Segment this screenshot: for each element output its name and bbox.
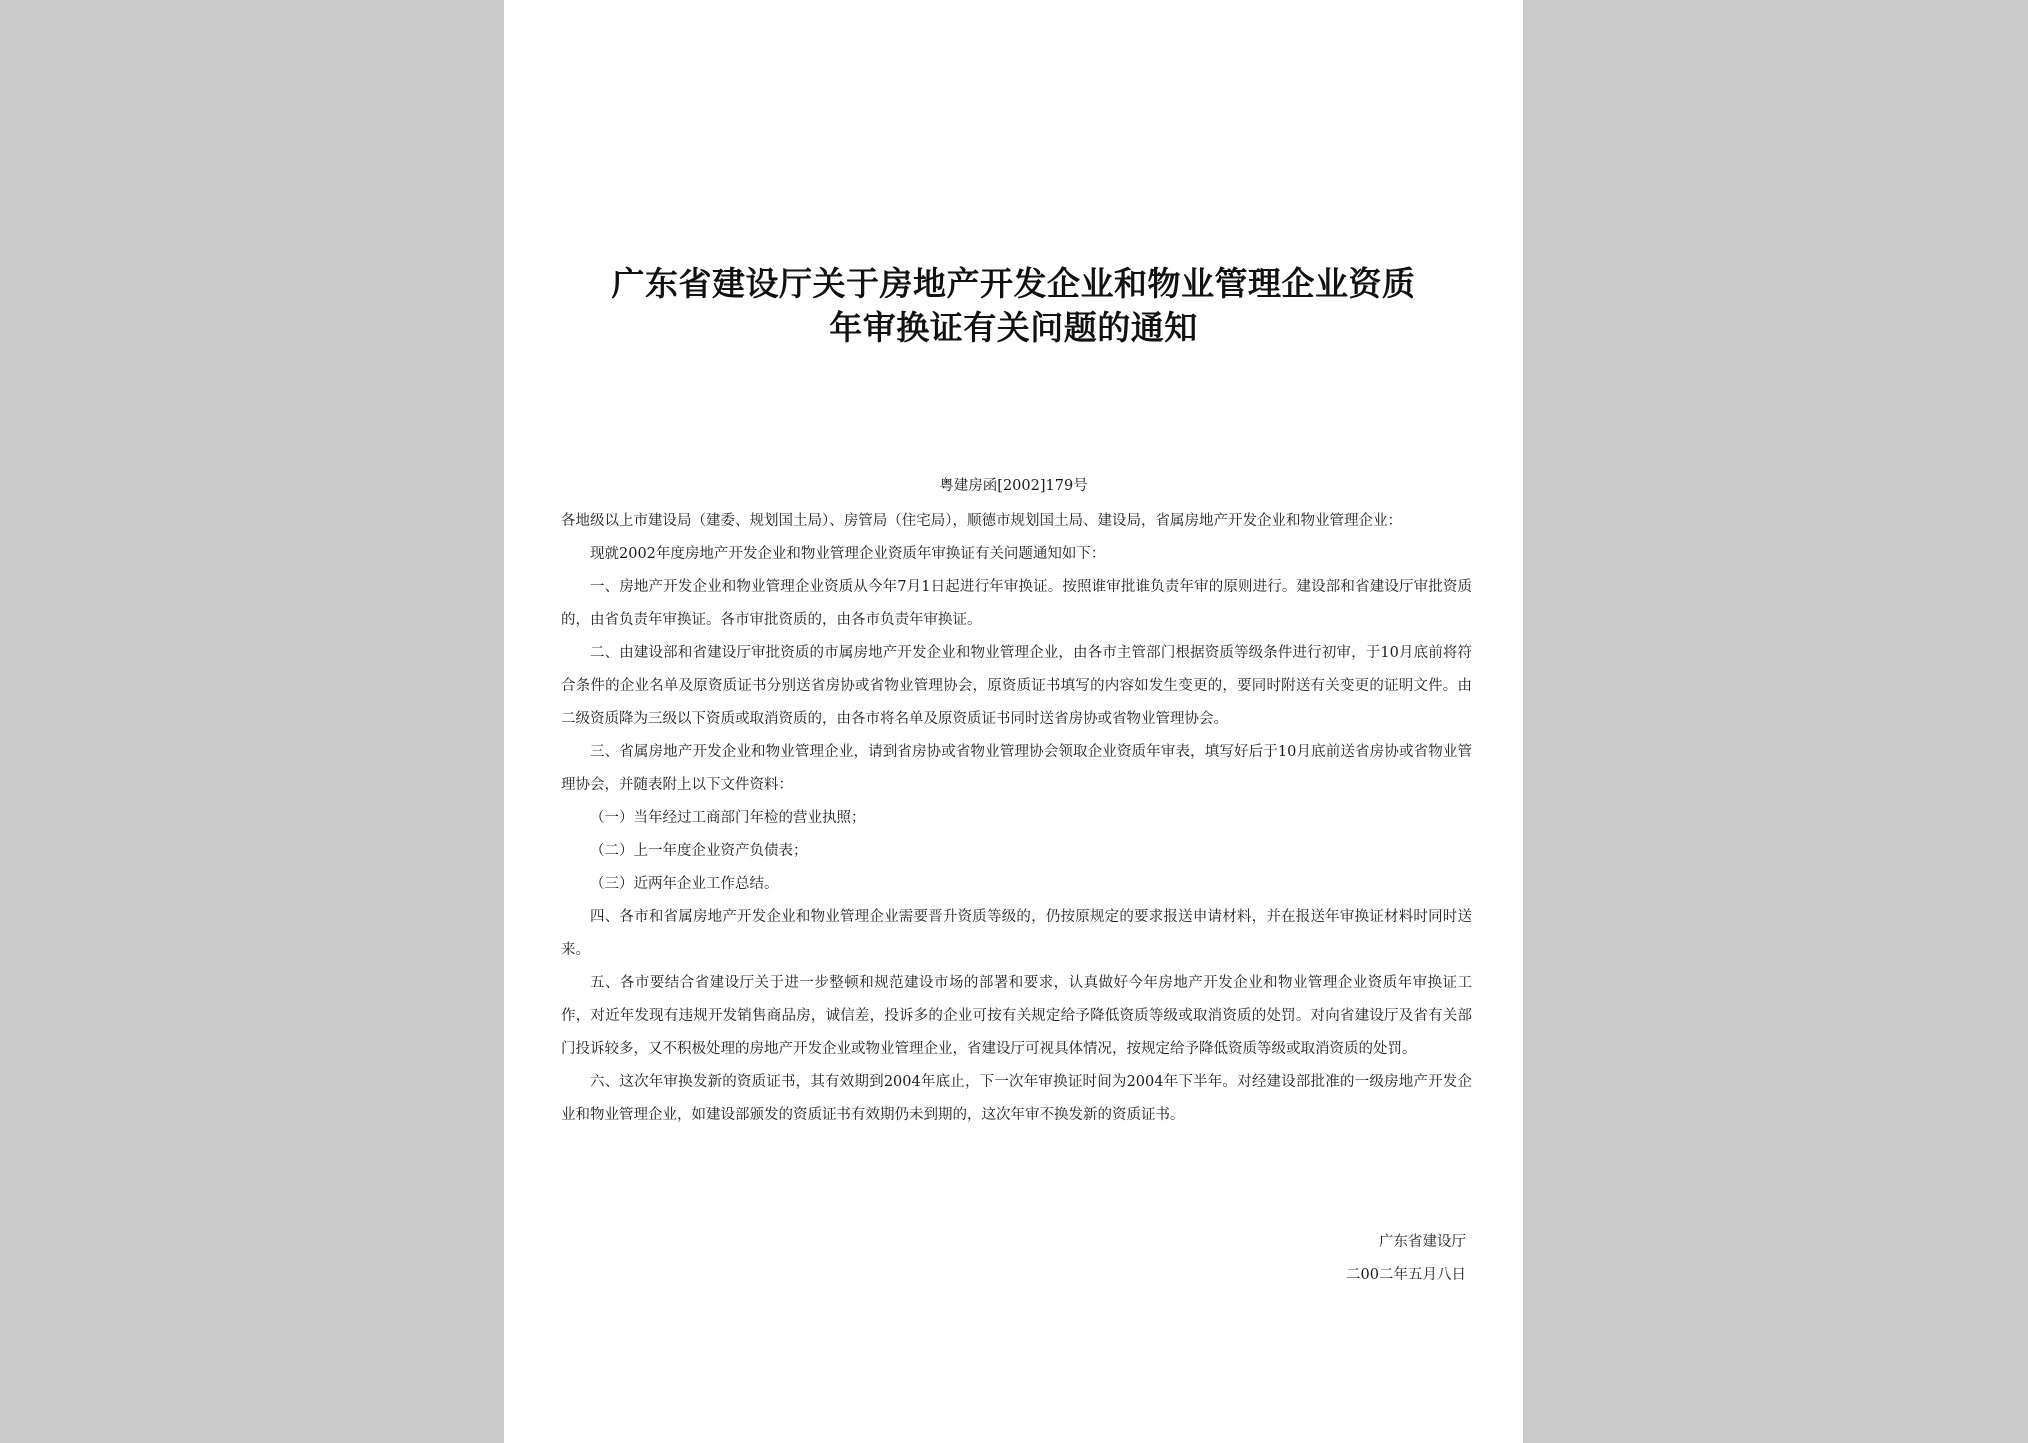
intro-paragraph: 现就2002年度房地产开发企业和物业管理企业资质年审换证有关问题通知如下：	[590, 546, 1106, 562]
paragraph-3: 三、省属房地产开发企业和物业管理企业，请到省房协或省物业管理协会领取企业资质年审表，填写好后于10月底前送省房协或省物业管理协会，并随表附上以下文件资料：	[561, 744, 1472, 793]
paragraph-2: 二、由建设部和省建设厅审批资质的市属房地产开发企业和物业管理企业，由各市主管部门根据资质等级条件进行初审，于10月底前将符合条件的企业名单及原资质证书分别送省房协或省物业管理协会，原资质证书填写的内容如发生变更的，要同时附送有关变更的证明文件。由二级资质降为三级以下资质或取消资质的，由各市将名单及原资质证书同时送省房协或省物业管理协会。	[561, 645, 1472, 727]
signature-block	[1346, 1226, 1466, 1292]
title-line-1: 广东省建设厅关于房地产开发企业和物业管理企业资质	[611, 264, 1416, 303]
list-item-1: （一）当年经过工商部门年检的营业执照；	[590, 810, 866, 826]
paragraph-5: 五、各市要结合省建设厅关于进一步整顿和规范建设市场的部署和要求，认真做好今年房地产开发企业和物业管理企业资质年审换证工作，对近年发现有违规开发销售商品房，诚信差，投诉多的企业可按有关规定给予降低资质等级或取消资质的处罚。对向省建设厅及省有关部门投诉较多，又不积极处理的房地产开发企业或物业管理企业，省建设厅可视具体情况，按规定给予降低资质等级或取消资质的处罚。	[561, 975, 1472, 1057]
document-number: 粤建房函[2002]179号	[939, 478, 1088, 494]
paragraph-1: 一、房地产开发企业和物业管理企业资质从今年7月1日起进行年审换证。按照谁审批谁负责年审的原则进行。建设部和省建设厅审批资质的，由省负责年审换证。各市审批资质的，由各市负责年审换证。	[561, 579, 1472, 628]
list-item-2: （二）上一年度企业资产负债表；	[590, 843, 808, 859]
paragraph-6: 六、这次年审换发新的资质证书，其有效期到2004年底止，下一次年审换证时间为2004年下半年。对经建设部批准的一级房地产开发企业和物业管理企业，如建设部颁发的资质证书有效期仍未到期的，这次年审不换发新的资质证书。	[561, 1074, 1472, 1123]
title-line-2: 年审换证有关问题的通知	[829, 308, 1198, 347]
issuer-name: 广东省建设厅	[1379, 1234, 1466, 1250]
document-title	[504, 262, 1523, 350]
salutation: 各地级以上市建设局（建委、规划国土局）、房管局（住宅局），顺德市规划国土局、建设局，省属房地产开发企业和物业管理企业：	[561, 513, 1402, 529]
issue-date: 二00二年五月八日	[1346, 1267, 1466, 1283]
document-body	[561, 505, 1472, 1132]
document-page	[504, 0, 1523, 1443]
paragraph-4: 四、各市和省属房地产开发企业和物业管理企业需要晋升资质等级的，仍按原规定的要求报送申请材料，并在报送年审换证材料时同时送来。	[561, 909, 1472, 958]
list-item-3: （三）近两年企业工作总结。	[590, 876, 779, 892]
